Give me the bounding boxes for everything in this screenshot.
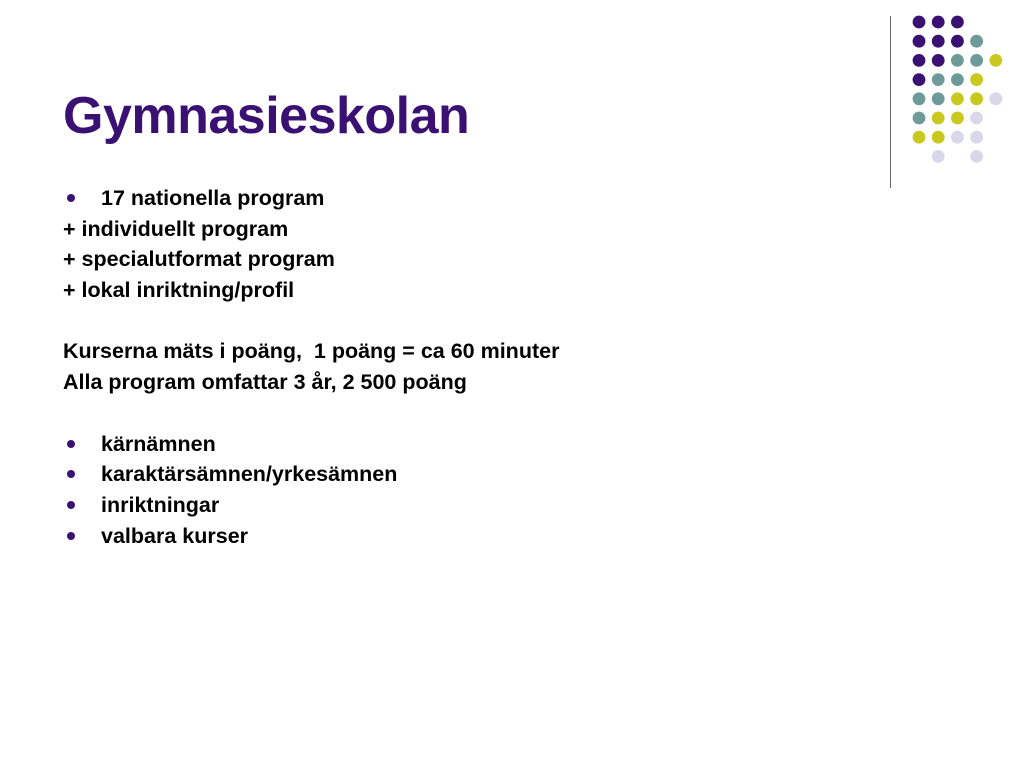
bullet-item: [63, 429, 843, 460]
text-line: [63, 275, 843, 306]
decor-dot-teal: [932, 92, 945, 105]
bullet-icon: [67, 440, 75, 448]
decor-dot-yellow: [932, 112, 945, 125]
decor-dot-yellow: [932, 131, 945, 144]
decor-dot-lavender: [932, 150, 945, 163]
decor-dot-yellow: [951, 92, 964, 105]
line-spacer: [63, 306, 843, 337]
bullet-item: [63, 490, 843, 521]
decor-dot-lavender: [970, 131, 983, 144]
line-text: kärnämnen: [101, 431, 216, 456]
decor-dot-lavender: [951, 131, 964, 144]
line-text: + specialutformat program: [63, 247, 335, 272]
line-spacer: [63, 398, 843, 429]
bullet-item: [63, 183, 843, 214]
bullet-item: [63, 521, 843, 552]
decor-dot-teal: [932, 73, 945, 86]
line-text: Alla program omfattar 3 år, 2 500 poäng: [63, 370, 467, 395]
text-line: [63, 336, 843, 367]
decor-dot-purple: [932, 54, 945, 67]
line-text: + lokal inriktning/profil: [63, 278, 295, 303]
decor-dot-purple: [951, 35, 964, 48]
decor-dot-purple: [913, 73, 926, 86]
decor-dot-teal: [913, 112, 926, 125]
text-line: [63, 244, 843, 275]
decor-dot-purple: [932, 16, 945, 29]
decor-dot-lavender: [970, 150, 983, 163]
decor-dot-yellow: [970, 73, 983, 86]
decor-dot-teal: [951, 73, 964, 86]
line-text: + individuellt program: [63, 216, 289, 241]
decor-dot-lavender: [989, 92, 1002, 105]
decor-dot-teal: [913, 92, 926, 105]
bullet-icon: [67, 532, 75, 540]
line-text: 17 nationella program: [101, 186, 325, 210]
decor-dot-teal: [951, 54, 964, 67]
text-line: [63, 367, 843, 398]
decor-dot-yellow: [989, 54, 1002, 67]
bullet-icon: [67, 194, 75, 202]
line-text: karaktärsämnen/yrkesämnen: [101, 462, 398, 487]
decor-dot-yellow: [970, 92, 983, 105]
decor-dot-purple: [913, 16, 926, 29]
bullet-icon: [67, 501, 75, 509]
line-text: Kurserna mäts i poäng, 1 poäng = ca 60 minuter: [63, 339, 560, 364]
decor-dot-teal: [970, 54, 983, 67]
slide-title: Gymnasieskolan: [63, 87, 470, 145]
line-text: valbara kurser: [101, 523, 249, 548]
decor-dot-teal: [970, 35, 983, 48]
decor-dot-lavender: [970, 112, 983, 125]
decor-dot-purple: [951, 16, 964, 29]
decor-dot-purple: [932, 35, 945, 48]
line-text: inriktningar: [101, 492, 220, 517]
slide-body: [63, 183, 843, 551]
decor-dot-purple: [913, 35, 926, 48]
bullet-item: [63, 459, 843, 490]
decor-dot-purple: [913, 54, 926, 67]
vertical-divider: [890, 16, 891, 188]
decor-dot-yellow: [913, 131, 926, 144]
decor-dot-yellow: [951, 112, 964, 125]
bullet-icon: [67, 470, 75, 478]
text-line: [63, 214, 843, 245]
